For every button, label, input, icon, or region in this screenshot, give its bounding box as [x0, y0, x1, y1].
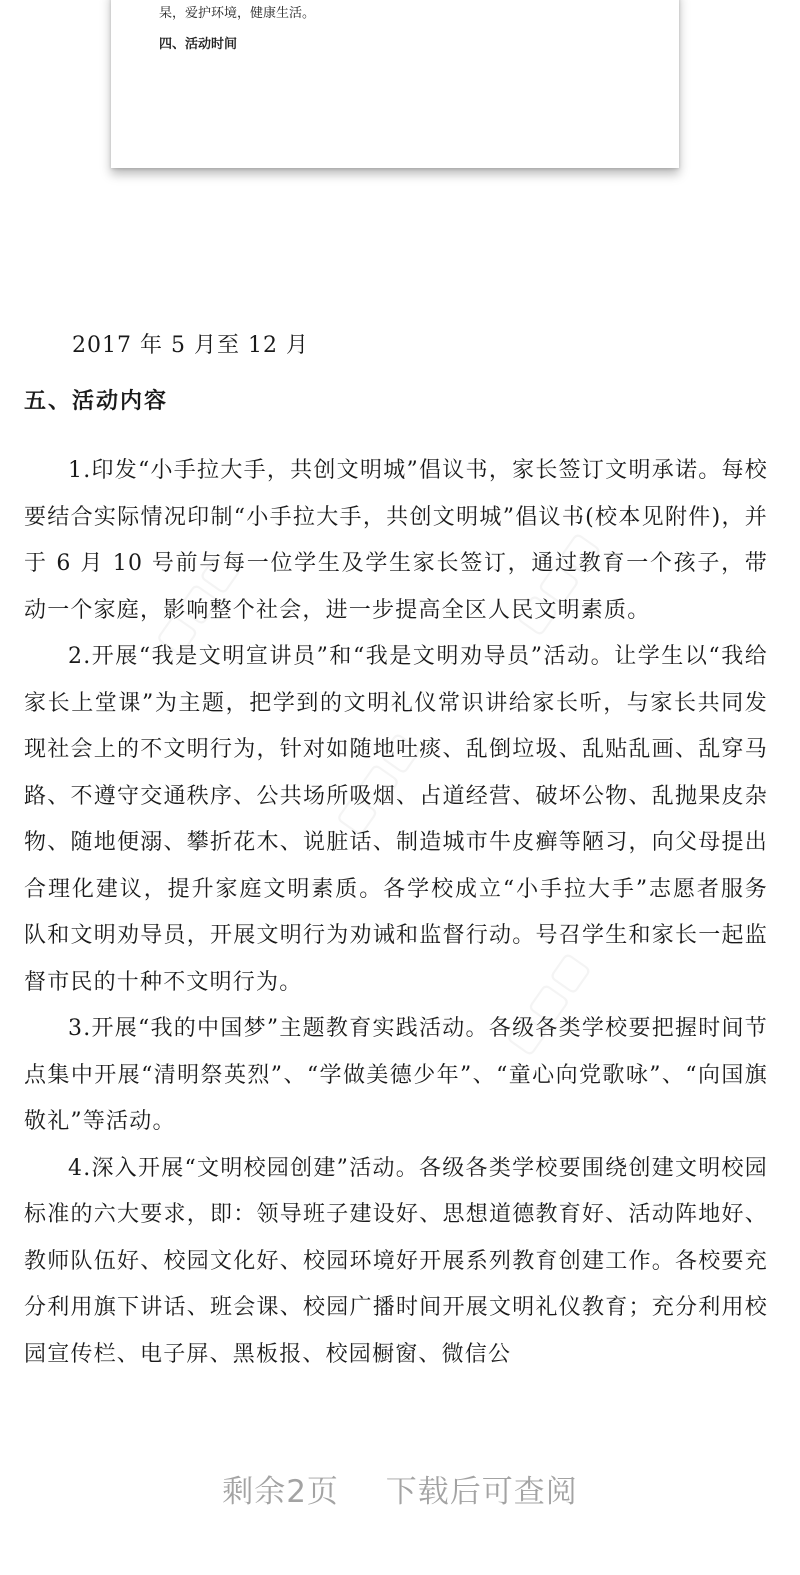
download-prompt[interactable] — [0, 1466, 800, 1511]
paragraph-4: 4.深入开展“文明校园创建”活动。各级各类学校要围绕创建文明校园标准的六大要求，即：领导班子建设好、思想道德教育好、活动阵地好、教师队伍好、校园文化好、校园环境好开展系列教育创建工作。各校要充分利用旗下讲话、班会课、校园广播时间开展文明礼仪教育；充分利用校园宣传栏、电子屏、黑板报、校园橱窗、微信公 — [24, 1155, 768, 1367]
document-body — [24, 448, 768, 1378]
section-heading: 五、活动内容 — [24, 388, 169, 414]
paragraph-1: 1.印发“小手拉大手，共创文明城”倡议书，家长签订文明承诺。每校要结合实际情况印制“小手拉大手，共创文明城”倡议书(校本见附件)，并于 6 月 10 号前与每一位学生及学生家长签订，通过教育一个孩子，带动一个家庭，影响整个社会，进一步提高全区人民文明素质。 — [24, 458, 768, 623]
paragraph-2: 2.开展“我是文明宣讲员”和“我是文明劝导员”活动。让学生以“我给家长上堂课”为主题，把学到的文明礼仪常识讲给家长听，与家长共同发现社会上的不文明行为，针对如随地吐痰、乱倒垃圾、乱贴乱画、乱穿马路、不遵守交通秩序、公共场所吸烟、占道经营、破坏公物、乱抛果皮杂物、随地便溺、攀折花木、说脏话、制造城市牛皮癣等陋习，向父母提出合理化建议，提升家庭文明素质。各学校成立“小手拉大手”志愿者服务队和文明劝导员，开展文明行为劝诫和监督行动。号召学生和家长一起监督市民的十种不文明行为。 — [24, 644, 768, 995]
activity-date: 2017 年 5 月至 12 月 — [72, 333, 309, 358]
paragraph-3: 3.开展“我的中国梦”主题教育实践活动。各级各类学校要把握时间节点集中开展“清明祭英烈”、“学做美德少年”、“童心向党歌咏”、“向国旗敬礼”等活动。 — [24, 1016, 768, 1134]
download-to-view-label[interactable]: 下载后可查阅 — [385, 1474, 578, 1510]
remaining-pages-label[interactable]: 剩余2页 — [222, 1474, 339, 1510]
preview-heading: 四、活动时间 — [159, 37, 238, 52]
preview-text-line: 杲，爱护环境，健康生活。 — [159, 6, 316, 21]
previous-page-preview — [111, 0, 679, 168]
